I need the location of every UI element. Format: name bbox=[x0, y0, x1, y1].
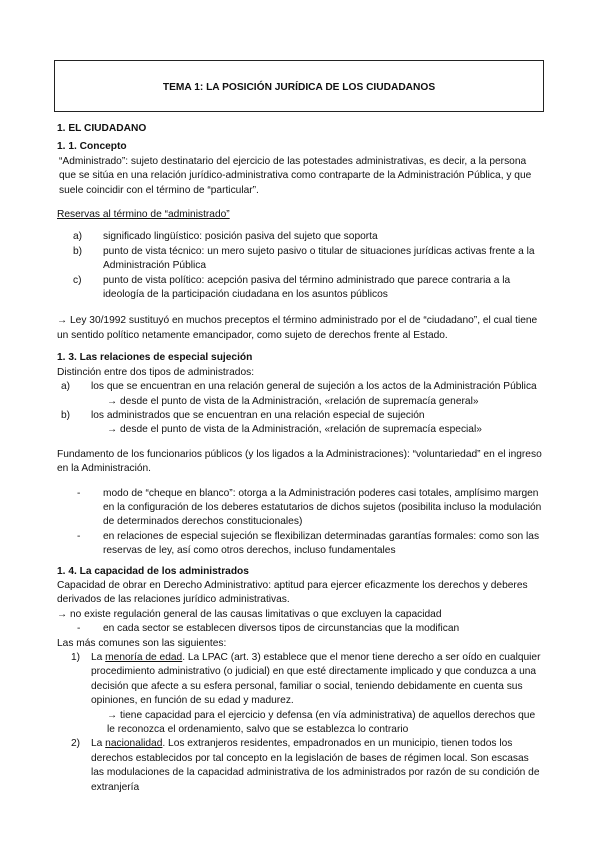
list-marker: 2) bbox=[71, 738, 81, 750]
list-item-prefix: La bbox=[91, 738, 106, 750]
list-item bbox=[57, 409, 544, 438]
reservas-heading: Reservas al término de “administrado” bbox=[57, 209, 230, 221]
list-marker: 1) bbox=[71, 652, 81, 663]
list-item-prefix: La bbox=[91, 652, 106, 663]
list-marker: - bbox=[77, 487, 81, 499]
list-item-text: significado lingüístico: posición pasiva del sujeto que soporta bbox=[103, 231, 378, 243]
list-marker: b) bbox=[61, 409, 71, 421]
list-item-arrow-note: → desde el punto de vista de la Administración, «relación de supremacía especial» bbox=[107, 424, 482, 436]
list-item-arrow-note: → tiene capacidad para el ejercicio y defensa (en vía administrativa) de aquellos derechos que le reconozca el ordenamiento, salvo que se establezca lo contrario bbox=[107, 709, 536, 736]
list-item-text: punto de vista político: acepción pasiva del término administrado que parece contraria a la ideología de la participación ciudadana en los asuntos públicos bbox=[103, 274, 511, 301]
list-item-text: . Los extranjeros residentes, empadronados en un municipio, tienen todos los derechos establecidos por tal concepto en la legislación de bases de régimen local. Son escasas las modulaciones de la capacidad administrativa de los administrados por razón de su condición de extranjería bbox=[91, 738, 540, 793]
list-item-text: punto de vista técnico: un mero sujeto pasivo o titular de situaciones jurídicas activas frente a la Administración Pública bbox=[103, 245, 535, 272]
list-item-text: los que se encuentran en una relación general de sujeción a los actos de la Administración Pública bbox=[91, 381, 537, 393]
list-marker: - bbox=[77, 623, 81, 635]
list-item-label: menoría de edad bbox=[105, 652, 183, 663]
list-item-text: en cada sector se establecen diversos tipos de circunstancias que la modifican bbox=[103, 623, 460, 635]
capacidad-intro: Capacidad de obrar en Derecho Administrativo: aptitud para ejercer eficazmente los derechos y deberes derivados de las relaciones jurídico administrativas. bbox=[57, 579, 528, 606]
list-item bbox=[57, 380, 544, 409]
document-body bbox=[57, 122, 544, 795]
list-marker: a) bbox=[61, 381, 71, 393]
list-item-text: los administrados que se encuentran en una relación especial de sujeción bbox=[91, 409, 425, 421]
list-item bbox=[57, 245, 544, 274]
list-item-text: . La LPAC (art. 3) establece que el menor tiene derecho a ser oído en cualquier procedimiento administrativo (o judicial) en que esté directamente implicado y que conduzca a una decisión que afecte a su esfera personal, familiar o social, teniendo debidamente en cuenta sus opiniones, en función de su edad y madurez. bbox=[91, 652, 541, 707]
concepto-paragraph: “Administrado”: sujeto destinatario del ejercicio de las potestades administrativas, es decir, a la persona que se sitúa en una relación jurídico-administrativa como contraparte de la Administración Pública, y que suele coincidir con el término de “particular”. bbox=[59, 155, 532, 196]
subsection-heading-capacidad: 1. 4. La capacidad de los administrados bbox=[57, 565, 249, 577]
list-item bbox=[57, 737, 544, 795]
list-marker: c) bbox=[73, 274, 82, 286]
capacidad-arrow-note: → no existe regulación general de las causas limitativas o que excluyen la capacidad bbox=[57, 608, 442, 620]
page-title: TEMA 1: LA POSICIÓN JURÍDICA DE LOS CIUDADANOS bbox=[162, 82, 436, 93]
list-item-text: en relaciones de especial sujeción se flexibilizan determinadas garantías formales: como son las reservas de ley, así como otros derechos, incluso fundamentales bbox=[103, 530, 540, 557]
list-item bbox=[57, 622, 544, 636]
list-item-text: modo de “cheque en blanco”: otorga a la Administración poderes casi totales, amplísimo margen en la configuración de los deberes estatutarios de dichos sujetos (posibilita incluso la modulación de determinados derechos constitucionales) bbox=[103, 487, 542, 528]
list-marker: a) bbox=[73, 231, 83, 243]
fundamento-paragraph: Fundamento de los funcionarios públicos (y los ligados a la Administraciones): “voluntariedad” en el ingreso en la Administración. bbox=[57, 448, 542, 475]
subsection-heading-concepto: 1. 1. Concepto bbox=[57, 141, 127, 153]
list-item bbox=[57, 230, 544, 244]
list-item bbox=[57, 530, 544, 559]
list-item bbox=[57, 274, 544, 303]
comunes-intro: Las más comunes son las siguientes: bbox=[57, 637, 227, 649]
especial-sujecion-intro: Distinción entre dos tipos de administrados: bbox=[57, 366, 255, 378]
subsection-heading-especial-sujecion: 1. 3. Las relaciones de especial sujeción bbox=[57, 352, 253, 364]
ley-note: → Ley 30/1992 sustituyó en muchos preceptos el término administrado por el de “ciudadano”, el cual tiene un sentido político netamente emancipador, como sujeto de derechos frente al Estado. bbox=[57, 315, 538, 341]
title-box bbox=[54, 60, 544, 112]
list-marker: - bbox=[77, 530, 81, 542]
list-item bbox=[57, 651, 544, 737]
section-heading-ciudadano: 1. EL CIUDADANO bbox=[57, 123, 147, 134]
list-marker: b) bbox=[73, 245, 83, 257]
list-item-label: nacionalidad bbox=[105, 738, 163, 750]
list-item bbox=[57, 487, 544, 530]
list-item-arrow-note: → desde el punto de vista de la Administración, «relación de supremacía general» bbox=[107, 395, 479, 407]
